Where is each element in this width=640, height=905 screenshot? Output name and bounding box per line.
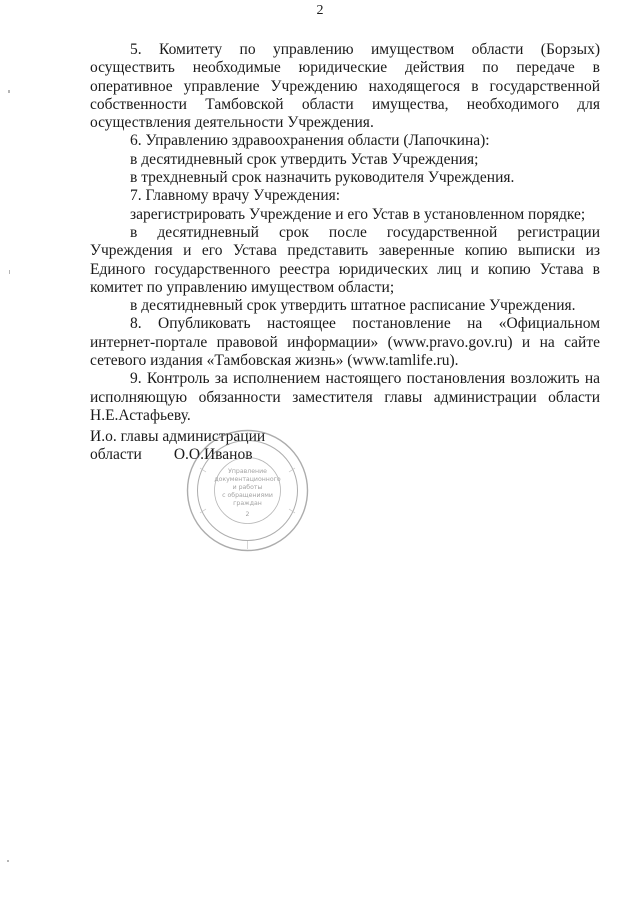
stamp-line-1: Управление bbox=[228, 468, 267, 475]
signatory-position-line1: И.о. главы администрации bbox=[90, 428, 266, 445]
paragraph-6: 6. Управлению здравоохранения области (Лапочкина): bbox=[130, 132, 490, 150]
paragraph-6a: в десятидневный срок утвердить Устав Учреждения; bbox=[130, 150, 479, 168]
scan-artifact bbox=[8, 90, 10, 93]
scan-artifact bbox=[7, 860, 9, 862]
stamp-number: 2 bbox=[245, 511, 250, 518]
stamp-line-3: и работы bbox=[232, 484, 263, 491]
paragraph-7c: в десятидневный срок утвердить штатное расписание Учреждения. bbox=[130, 297, 576, 315]
official-stamp bbox=[185, 428, 310, 553]
signatory-position-line2: области bbox=[90, 446, 142, 464]
page-number: 2 bbox=[316, 3, 324, 18]
paragraph-9: 9. Контроль за исполнением настоящего постановления возложить на исполняющую обязанности заместителя главы администрации области Н.Е.Астафьеву. bbox=[90, 370, 600, 424]
paragraph-6b: в трехдневный срок назначить руководителя Учреждения. bbox=[130, 169, 515, 187]
paragraph-7a: зарегистрировать Учреждение и его Устав в установленном порядке; bbox=[130, 205, 586, 223]
paragraph-5: 5. Комитету по управлению имуществом области (Борзых) осуществить необходимые юридические действия по передаче в оперативное управление Учреждению находящегося в государственной собственности Тамбовской области имущества, необходимого для осуществления деятельности Учреждения. bbox=[90, 41, 600, 132]
paragraph-7: 7. Главному врачу Учреждения: bbox=[130, 187, 341, 205]
scan-artifact bbox=[9, 270, 10, 274]
paragraph-8: 8. Опубликовать настоящее постановление на «Официальном интернет-портале правовой информации» (www.pravo.gov.ru) и на сайте сетевого издания «Тамбовская жизнь» (www.tamlife.ru). bbox=[90, 315, 600, 370]
paragraph-7b: в десятидневный срок после государственной регистрации Учреждения и его Устава представить заверенные копию выписки из Единого государственного реестра юридических лиц и копию Устава в комитет по управлению имуществом области; bbox=[90, 223, 600, 296]
stamp-line-4: с обращениями bbox=[222, 492, 273, 499]
document-body bbox=[90, 41, 600, 425]
stamp-line-2: документационного bbox=[214, 476, 281, 483]
signatory-name: О.О.Иванов bbox=[173, 446, 253, 464]
stamp-line-5: граждан bbox=[233, 500, 262, 507]
